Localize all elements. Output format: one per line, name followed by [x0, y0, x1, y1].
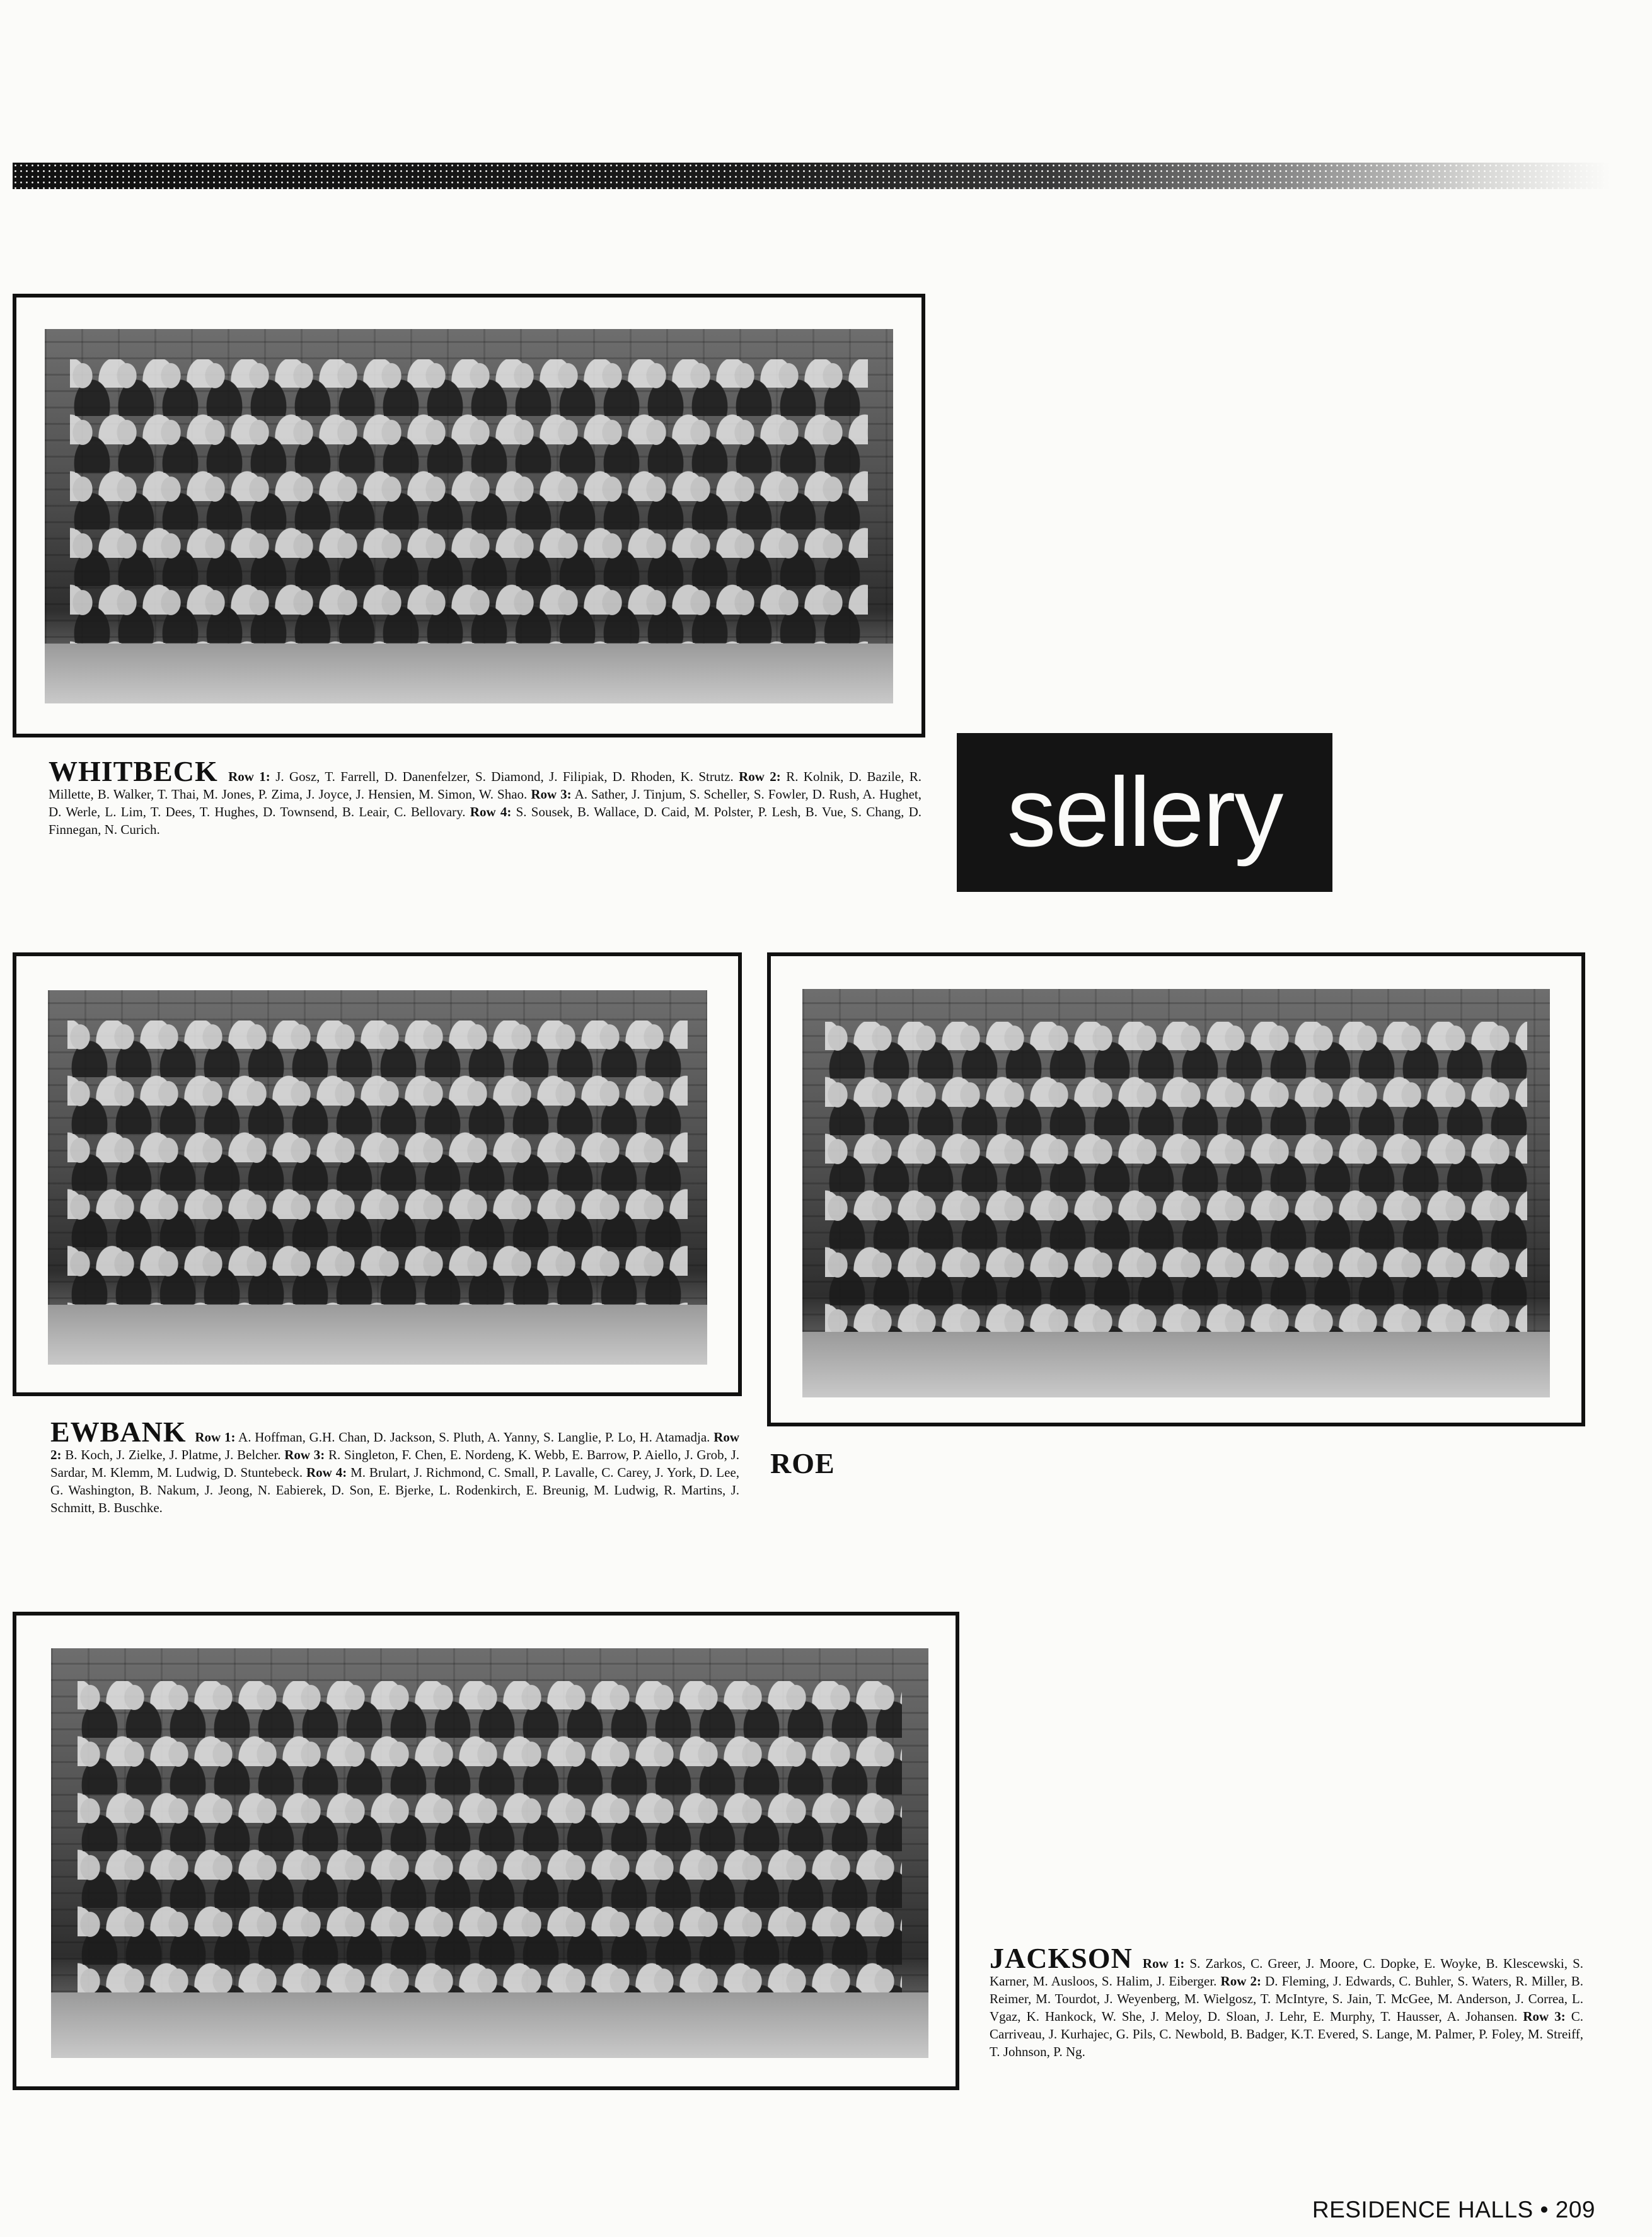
ewbank-caption: [50, 1416, 740, 1517]
decorative-speckle-band: [13, 163, 1610, 189]
floor: [48, 1305, 707, 1365]
row-names: S. Sousek, B. Wallace, D. Caid, M. Polster, P. Lesh, B. Vue, S. Chang, D. Finnegan, N. Curich.: [49, 804, 922, 837]
row-names: J. Gosz, T. Farrell, D. Danenfelzer, S. Diamond, J. Filipiak, D. Rhoden, K. Strutz.: [275, 769, 734, 784]
row-label: Row 1:: [195, 1430, 236, 1445]
page-number: 209: [1555, 2197, 1595, 2223]
section-title-block: [957, 733, 1332, 892]
floor: [45, 644, 893, 703]
roe-group-photo: [802, 989, 1550, 1397]
ewbank-group-photo: [48, 990, 707, 1365]
row-names: R. Singleton, F. Chen, E. Nordeng, K. Webb, E. Barrow, P. Aiello, J. Grob, J. Sardar, M. Klemm, M. Ludwig, D. Stuntebeck.: [50, 1447, 739, 1480]
whitbeck-photo-frame: [13, 294, 925, 737]
whitbeck-group-photo: [45, 329, 893, 703]
row-label: Row 2:: [1220, 1974, 1261, 1989]
footer-section: RESIDENCE HALLS: [1312, 2197, 1534, 2223]
row-names: R. Kolnik, D. Bazile, R. Millette, B. Walker, T. Thai, M. Jones, P. Zima, J. Joyce, J. Hensien, M. Simon, W. Shao.: [49, 769, 922, 802]
ewbank-photo-frame: [13, 952, 742, 1396]
group-members: [78, 1681, 903, 2033]
row-names: D. Fleming, J. Edwards, C. Buhler, S. Waters, R. Miller, B. Reimer, M. Tourdot, J. Weyenberg, M. Wielgosz, T. McIntyre, S. Jain, T. McGee, M. Anderson, J. Correa, L. Vgaz, K. Hankock, W. She, J. Meloy, D. Sloan, J. Lehr, E. Murphy, T. Hausser, A. Johansen.: [990, 1974, 1583, 2024]
row-names: B. Koch, J. Zielke, J. Platme, J. Belcher.: [65, 1447, 281, 1462]
row-names: A. Hoffman, G.H. Chan, D. Jackson, S. Pluth, A. Yanny, S. Langlie, P. Lo, H. Atamadja.: [238, 1430, 710, 1445]
row-label: Row 2:: [739, 769, 781, 784]
group-members: [70, 359, 867, 681]
row-label: Row 4:: [470, 804, 512, 819]
row-label: Row 4:: [306, 1465, 347, 1480]
group-members: [67, 1020, 687, 1343]
roe-photo-frame: [767, 952, 1585, 1426]
jackson-caption: [990, 1942, 1584, 2061]
floor: [51, 1992, 928, 2058]
hall-name: WHITBECK: [49, 755, 218, 787]
jackson-photo-frame: [13, 1612, 959, 2090]
roe-caption: ROE: [770, 1447, 835, 1479]
row-label: Row 1:: [1142, 1956, 1185, 1971]
row-label: Row 3:: [1523, 2009, 1566, 2024]
row-names: A. Sather, J. Tinjum, S. Scheller, S. Fowler, D. Rush, A. Hughet, D. Werle, L. Lim, T. Dees, T. Hughes, D. Townsend, B. Leair, C. Bellovary.: [49, 787, 922, 819]
footer-separator: •: [1540, 2197, 1549, 2223]
group-members: [825, 1022, 1528, 1373]
row-label: Row 3:: [531, 787, 572, 802]
row-names: S. Zarkos, C. Greer, J. Moore, C. Dopke, E. Woyke, B. Klescewski, S. Karner, M. Ausloos, S. Halim, J. Eiberger.: [990, 1956, 1583, 1989]
floor: [802, 1332, 1550, 1397]
section-title: sellery: [1007, 757, 1283, 867]
hall-name: JACKSON: [990, 1942, 1133, 1974]
jackson-group-photo: [51, 1648, 928, 2058]
page-footer: [1312, 2197, 1595, 2223]
row-names: C. Carriveau, J. Kurhajec, G. Pils, C. Newbold, B. Badger, K.T. Evered, S. Lange, M. Palmer, P. Foley, M. Streiff, T. Johnson, P. Ng.: [990, 2009, 1584, 2059]
row-label: Row 3:: [284, 1447, 325, 1462]
row-label: Row 1:: [228, 769, 270, 784]
row-label: Row 2:: [50, 1430, 740, 1462]
row-names: M. Brulart, J. Richmond, C. Small, P. Lavalle, C. Carey, J. York, D. Lee, G. Washington, B. Nakum, J. Jeong, N. Eabierek, D. Son, E. Bjerke, L. Rodenkirch, E. Breunig, M. Ludwig, R. Martins, J. Schmitt, B. Buschke.: [50, 1465, 740, 1515]
hall-name: EWBANK: [50, 1416, 187, 1448]
whitbeck-caption: [49, 755, 922, 838]
